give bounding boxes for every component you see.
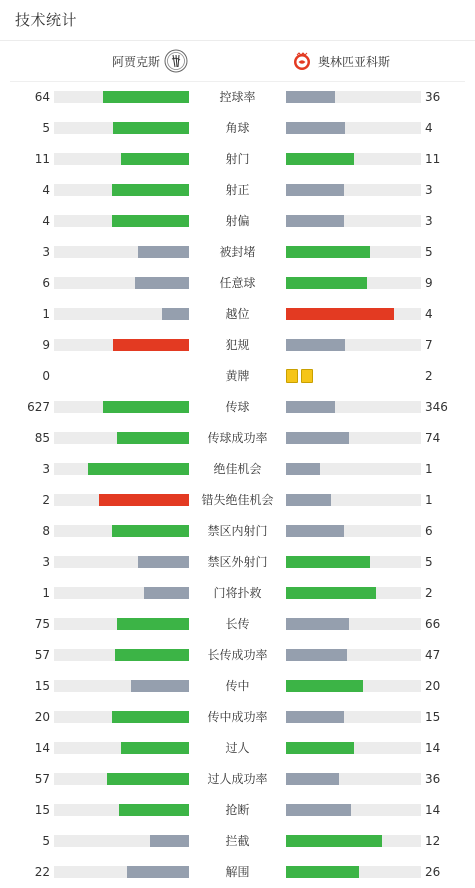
stat-row [0,206,475,237]
away-stat-bar-track [286,153,421,165]
home-stat-bar-fill [112,525,189,537]
stat-label: 长传 [225,617,250,631]
away-stat-bar-fill [286,308,394,320]
home-stat-bar-track [54,184,189,196]
home-stat-bar-track [54,525,189,537]
away-stat-value: 5 [425,245,433,259]
away-stat-bar-track [286,618,421,630]
home-stat-value: 5 [42,834,50,848]
home-stat-bar-fill [107,773,189,785]
away-stat-bar-track [286,401,421,413]
stat-row [0,640,475,671]
home-stat-bar-track [54,308,189,320]
away-stat-value: 4 [425,307,433,321]
stat-label: 任意球 [219,276,256,290]
stat-row [0,485,475,516]
home-stat-bar-fill [112,215,189,227]
home-stat-bar-track [54,742,189,754]
away-stat-value: 26 [425,865,441,879]
away-stat-bar-fill [286,339,345,351]
stat-label: 拦截 [225,834,250,848]
home-stat-value: 20 [34,710,50,724]
stat-label: 射偏 [225,214,250,228]
away-stat-bar-fill [286,835,382,847]
stat-label: 抢断 [225,803,250,817]
home-stat-bar-track [54,649,189,661]
stat-row [0,144,475,175]
home-stat-bar-fill [103,91,189,103]
away-stat-value: 5 [425,555,433,569]
home-stat-value: 57 [34,772,50,786]
away-stat-bar-track [286,246,421,258]
home-team-name: 阿贾克斯 [112,54,161,69]
away-stat-value: 14 [425,803,441,817]
home-stat-value: 1 [42,586,50,600]
home-stat-bar-fill [162,308,189,320]
stat-row [0,547,475,578]
home-stat-bar-track [54,432,189,444]
home-stat-bar-fill [117,432,189,444]
stat-row [0,733,475,764]
away-stat-value: 3 [425,183,433,197]
home-stat-bar-fill [99,494,189,506]
home-stat-bar-track [54,277,189,289]
away-stat-value: 7 [425,338,433,352]
away-stat-bar-fill [286,122,345,134]
home-stat-bar-track [54,680,189,692]
stat-label: 门将扑救 [213,586,262,600]
header-divider [0,40,475,41]
away-stat-bar-fill [286,742,354,754]
home-stat-bar-fill [119,804,189,816]
away-stat-bar-track [286,742,421,754]
away-stat-bar-track [286,463,421,475]
home-stat-bar-fill [121,153,189,165]
stat-label: 禁区外射门 [207,555,268,569]
away-team-name: 奥林匹亚科斯 [318,54,391,69]
stat-label: 过人成功率 [207,772,268,786]
stat-row [0,857,475,888]
home-stat-bar-fill [121,742,189,754]
stat-row [0,671,475,702]
away-team[interactable] [292,48,390,74]
away-stat-bar-track [286,804,421,816]
away-stat-value: 1 [425,462,433,476]
stat-label: 控球率 [219,90,256,104]
home-stat-bar-track [54,215,189,227]
stat-row [0,392,475,423]
olympiacos-crest-icon [292,51,312,71]
home-stat-bar-track [54,587,189,599]
stat-row [0,299,475,330]
stat-label: 绝佳机会 [213,462,262,476]
home-stat-bar-fill [138,246,189,258]
away-stat-value: 11 [425,152,441,166]
home-stat-bar-fill [112,711,189,723]
home-stat-value: 57 [34,648,50,662]
away-stat-bar-track [286,649,421,661]
away-stat-value: 2 [425,369,433,383]
stat-label: 传球成功率 [207,431,268,445]
away-stat-bar-track [286,494,421,506]
stat-label: 犯规 [225,338,250,352]
away-stat-bar-fill [286,91,335,103]
home-stat-value: 64 [34,90,50,104]
away-stat-bar-fill [286,711,344,723]
stat-row [0,826,475,857]
home-stat-bar-track [54,711,189,723]
away-stat-bar-fill [286,804,351,816]
home-team[interactable] [112,48,188,74]
stat-label: 解围 [225,865,250,879]
stat-label: 传球 [225,400,250,414]
away-stat-value: 3 [425,214,433,228]
away-stat-bar-track [286,308,421,320]
home-stat-value: 4 [42,183,50,197]
away-stat-bar-fill [286,773,339,785]
away-stat-bar-fill [286,556,370,568]
home-stat-value: 85 [34,431,50,445]
home-stat-bar-track [54,835,189,847]
stat-row [0,764,475,795]
stat-row [0,82,475,113]
away-stat-bar-fill [286,680,363,692]
home-stat-bar-track [54,153,189,165]
yellow-card-icon [301,369,313,383]
away-stat-bar-track [286,866,421,878]
away-stat-value: 4 [425,121,433,135]
home-stat-bar-fill [138,556,189,568]
away-yellow-cards [286,369,313,383]
home-stat-bar-track [54,339,189,351]
home-stat-bar-fill [112,184,189,196]
home-stat-value: 6 [42,276,50,290]
home-stat-bar-fill [135,277,189,289]
away-stat-bar-track [286,587,421,599]
home-stat-value: 15 [34,679,50,693]
stat-row [0,175,475,206]
home-stat-bar-track [54,556,189,568]
away-stat-bar-fill [286,587,376,599]
stat-label: 过人 [225,741,250,755]
away-stat-value: 36 [425,772,441,786]
home-stat-bar-track [54,804,189,816]
away-stat-value: 15 [425,710,441,724]
away-stat-bar-fill [286,401,335,413]
home-stat-bar-fill [131,680,189,692]
stat-row [0,578,475,609]
stat-row [0,795,475,826]
home-stat-bar-track [54,246,189,258]
away-stat-bar-track [286,277,421,289]
page-title: 技术统计 [15,11,78,29]
away-stat-value: 66 [425,617,441,631]
away-stat-value: 2 [425,586,433,600]
stat-label: 越位 [225,307,250,321]
away-stat-value: 9 [425,276,433,290]
home-stat-bar-track [54,866,189,878]
home-stat-bar-track [54,463,189,475]
away-stat-bar-track [286,680,421,692]
away-stat-bar-track [286,91,421,103]
stat-row [0,516,475,547]
home-stat-value: 9 [42,338,50,352]
stat-label: 传中 [225,679,250,693]
home-stat-bar-fill [115,649,189,661]
stat-label: 错失绝佳机会 [201,493,274,507]
stat-label: 黄牌 [225,369,250,383]
stat-row [0,330,475,361]
stat-row [0,454,475,485]
home-stat-value: 2 [42,493,50,507]
home-stat-bar-fill [113,122,189,134]
away-stat-value: 346 [425,400,448,414]
home-stat-value: 75 [34,617,50,631]
away-stat-bar-fill [286,246,370,258]
home-stat-value: 22 [34,865,50,879]
away-stat-value: 20 [425,679,441,693]
home-stat-bar-fill [88,463,189,475]
away-stat-bar-fill [286,525,344,537]
home-stat-value: 3 [42,462,50,476]
away-stat-bar-fill [286,432,349,444]
stat-row [0,702,475,733]
stat-label: 角球 [225,121,250,135]
stat-row [0,361,475,392]
away-stat-bar-track [286,215,421,227]
away-stat-bar-fill [286,618,349,630]
home-stat-bar-fill [144,587,189,599]
home-stat-bar-fill [113,339,189,351]
away-stat-bar-track [286,556,421,568]
home-stat-value: 5 [42,121,50,135]
away-stat-bar-fill [286,494,331,506]
stat-row [0,113,475,144]
home-stat-bar-fill [103,401,189,413]
away-stat-bar-fill [286,866,359,878]
away-stat-value: 36 [425,90,441,104]
away-stat-bar-track [286,525,421,537]
away-stat-bar-track [286,711,421,723]
away-stat-bar-fill [286,463,320,475]
away-stat-bar-track [286,835,421,847]
home-stat-bar-track [54,91,189,103]
stat-label: 射门 [225,152,250,166]
stat-label: 禁区内射门 [207,524,268,538]
home-stat-value: 11 [34,152,50,166]
stat-label: 长传成功率 [207,648,268,662]
home-stat-value: 4 [42,214,50,228]
away-stat-value: 1 [425,493,433,507]
home-stat-value: 0 [42,369,50,383]
away-stat-bar-track [286,339,421,351]
away-stat-bar-track [286,773,421,785]
home-stat-bar-track [54,618,189,630]
home-stat-bar-track [54,401,189,413]
home-stat-value: 14 [34,741,50,755]
home-stat-bar-fill [150,835,189,847]
home-stat-value: 15 [34,803,50,817]
stat-label: 传中成功率 [207,710,268,724]
stat-row [0,423,475,454]
stat-row [0,609,475,640]
ajax-crest-icon [164,49,188,73]
away-stat-bar-track [286,122,421,134]
away-stat-value: 12 [425,834,441,848]
away-stat-value: 14 [425,741,441,755]
stat-label: 射正 [225,183,250,197]
away-stat-value: 6 [425,524,433,538]
away-stat-bar-fill [286,184,344,196]
away-stat-value: 47 [425,648,441,662]
away-stat-bar-track [286,432,421,444]
away-stat-value: 74 [425,431,441,445]
away-stat-bar-fill [286,277,367,289]
stat-label: 被封堵 [219,245,256,259]
home-stat-bar-track [54,122,189,134]
away-stat-bar-fill [286,215,344,227]
home-stat-value: 627 [27,400,50,414]
home-stat-value: 1 [42,307,50,321]
yellow-card-icon [286,369,298,383]
stat-row [0,237,475,268]
home-stat-bar-fill [127,866,189,878]
home-stat-value: 8 [42,524,50,538]
home-stat-bar-track [54,773,189,785]
home-stat-bar-fill [117,618,189,630]
away-stat-bar-fill [286,649,347,661]
home-stat-value: 3 [42,245,50,259]
home-stat-bar-track [54,494,189,506]
away-stat-bar-fill [286,153,354,165]
home-stat-value: 3 [42,555,50,569]
away-stat-bar-track [286,184,421,196]
stat-row [0,268,475,299]
